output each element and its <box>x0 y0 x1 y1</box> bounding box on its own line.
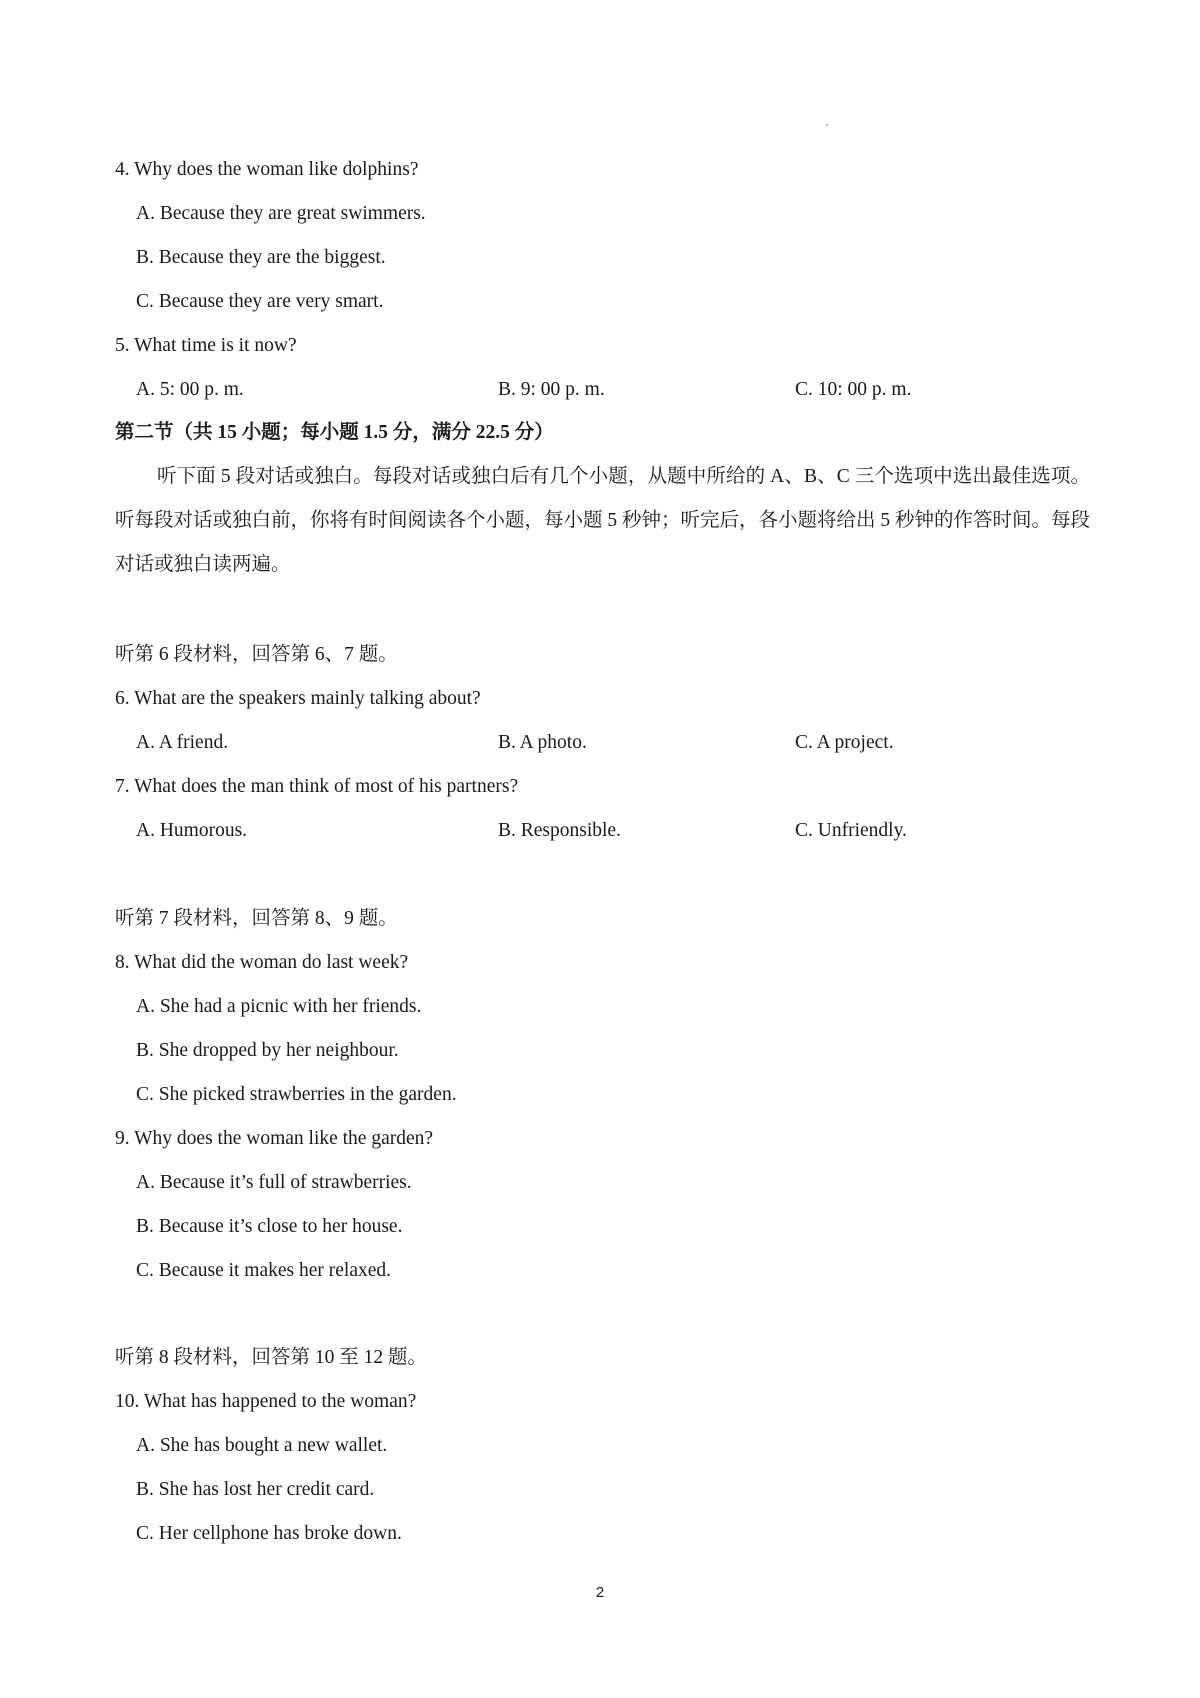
question-10-stem: 10. What has happened to the woman? <box>115 1391 417 1412</box>
question-5-option-a: A. 5: 00 p. m. <box>136 379 244 400</box>
question-10-option-c: C. Her cellphone has broke down. <box>136 1523 402 1544</box>
question-9-option-a: A. Because it’s full of strawberries. <box>136 1172 412 1193</box>
question-8-stem: 8. What did the woman do last week? <box>115 952 409 973</box>
question-7-option-a: A. Humorous. <box>136 820 248 841</box>
question-4-option-b: B. Because they are the biggest. <box>136 247 386 268</box>
question-7-stem: 7. What does the man think of most of his partners? <box>115 776 519 797</box>
question-8-option-a: A. She had a picnic with her friends. <box>136 996 422 1017</box>
question-6-option-c: C. A project. <box>795 732 894 753</box>
segment-7-intro: 听第 7 段材料，回答第 8、9 题。 <box>115 908 398 929</box>
segment-8-intro: 听第 8 段材料，回答第 10 至 12 题。 <box>115 1347 428 1368</box>
scan-speck <box>826 124 828 126</box>
page-number: 2 <box>595 1584 605 1601</box>
question-6-option-b: B. A photo. <box>498 732 587 753</box>
question-8-option-c: C. She picked strawberries in the garden. <box>136 1084 457 1105</box>
question-9-option-b: B. Because it’s close to her house. <box>136 1216 403 1237</box>
question-6-option-a: A. A friend. <box>136 732 229 753</box>
section-2-heading: 第二节（共 15 小题；每小题 1.5 分，满分 22.5 分） <box>115 422 554 443</box>
question-7-option-c: C. Unfriendly. <box>795 820 907 841</box>
question-4-option-c: C. Because they are very smart. <box>136 291 384 312</box>
question-4-stem: 4. Why does the woman like dolphins? <box>115 159 419 180</box>
segment-6-intro: 听第 6 段材料，回答第 6、7 题。 <box>115 644 398 665</box>
question-4-option-a: A. Because they are great swimmers. <box>136 203 426 224</box>
question-5-stem: 5. What time is it now? <box>115 335 297 356</box>
question-5-option-c: C. 10: 00 p. m. <box>795 379 912 400</box>
question-9-option-c: C. Because it makes her relaxed. <box>136 1260 392 1281</box>
question-9-stem: 9. Why does the woman like the garden? <box>115 1128 434 1149</box>
question-5-option-b: B. 9: 00 p. m. <box>498 379 605 400</box>
question-7-option-b: B. Responsible. <box>498 820 621 841</box>
question-10-option-b: B. She has lost her credit card. <box>136 1479 375 1500</box>
section-2-instructions: 听下面 5 段对话或独白。每段对话或独白后有几个小题，从题中所给的 A、B、C 三个选项中选出最佳选项。听每段对话或独白前，你将有时间阅读各个小题，每小题 5 秒钟；听完后，各小题将给出 5 秒钟的作答时间。每段对话或独白读两遍。 <box>115 466 1091 575</box>
question-10-option-a: A. She has bought a new wallet. <box>136 1435 388 1456</box>
question-8-option-b: B. She dropped by her neighbour. <box>136 1040 399 1061</box>
question-6-stem: 6. What are the speakers mainly talking about? <box>115 688 481 709</box>
